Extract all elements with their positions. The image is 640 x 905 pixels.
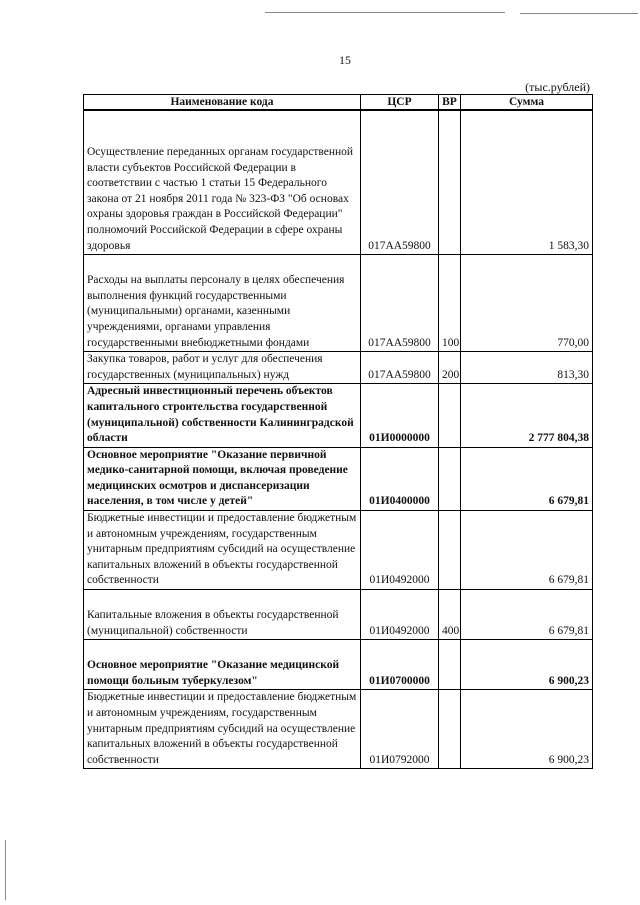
row-vr: [439, 690, 461, 769]
budget-table: [83, 94, 593, 769]
column-header-csr: ЦСР: [361, 95, 439, 111]
row-name: Адресный инвестиционный перечень объектов капитального строительства государственной (муниципальной) собственности Калининградской области: [84, 384, 361, 447]
row-vr: 100: [439, 255, 461, 352]
table-row: [84, 690, 593, 769]
row-name: Основное мероприятие "Оказание медицинской помощи больным туберкулезом": [84, 640, 361, 690]
row-sum: 813,30: [461, 352, 593, 384]
page-number: 15: [339, 53, 351, 67]
row-sum: 6 679,81: [461, 511, 593, 590]
table-header-row: [84, 95, 593, 111]
column-header-sum: Сумма: [461, 95, 593, 111]
row-csr: 01И0700000: [361, 640, 439, 690]
table-row: [84, 511, 593, 590]
row-csr: 017АА59800: [361, 110, 439, 255]
row-sum: 6 679,81: [461, 590, 593, 640]
row-name: Расходы на выплаты персоналу в целях обеспечения выполнения функций государственными (муниципальными) органами, казенными учреждениями, органами управления государственными внебюджетными фондами: [84, 255, 361, 352]
row-csr: 01И0792000: [361, 690, 439, 769]
row-vr: 400: [439, 590, 461, 640]
table-row: [84, 640, 593, 690]
column-header-name: Наименование кода: [84, 95, 361, 111]
scan-artifact-line: [520, 13, 638, 14]
table-row: [84, 590, 593, 640]
table-row: [84, 384, 593, 447]
row-vr: [439, 640, 461, 690]
row-name: Основное мероприятие "Оказание первичной медико-санитарной помощи, включая проведение медицинских осмотров и диспансеризации населения, в том числе у детей": [84, 447, 361, 510]
row-sum: 2 777 804,38: [461, 384, 593, 447]
row-csr: 017АА59800: [361, 255, 439, 352]
table-row: [84, 255, 593, 352]
row-vr: 200: [439, 352, 461, 384]
row-name: Осуществление переданных органам государственной власти субъектов Российской Федерации в соответствии с частью 1 статьи 15 Федерального закона от 21 ноября 2011 года № 323-ФЗ "Об основах охраны здоровья граждан в Российской Федерации" полномочий Российской Федерации в сфере охраны здоровья: [84, 110, 361, 255]
row-csr: 017АА59800: [361, 352, 439, 384]
table-row: [84, 447, 593, 510]
row-sum: 6 679,81: [461, 447, 593, 510]
row-sum: 770,00: [461, 255, 593, 352]
table-row: [84, 352, 593, 384]
row-name: Закупка товаров, работ и услуг для обеспечения государственных (муниципальных) нужд: [84, 352, 361, 384]
row-name: Бюджетные инвестиции и предоставление бюджетным и автономным учреждениям, государственным унитарным предприятиям субсидий на осуществление капитальных вложений в объекты государственной собственности: [84, 511, 361, 590]
table-row: [84, 110, 593, 255]
unit-note: (тыс.рублей): [525, 80, 590, 94]
row-sum: 6 900,23: [461, 690, 593, 769]
row-csr: 01И0400000: [361, 447, 439, 510]
row-name: Капитальные вложения в объекты государственной (муниципальной) собственности: [84, 590, 361, 640]
row-csr: 01И0492000: [361, 511, 439, 590]
row-csr: 01И0000000: [361, 384, 439, 447]
row-sum: 6 900,23: [461, 640, 593, 690]
row-sum: 1 583,30: [461, 110, 593, 255]
column-header-vr: ВР: [439, 95, 461, 111]
row-csr: 01И0492000: [361, 590, 439, 640]
scan-artifact-line: [265, 12, 505, 13]
row-vr: [439, 447, 461, 510]
row-vr: [439, 384, 461, 447]
row-vr: [439, 511, 461, 590]
row-vr: [439, 110, 461, 255]
row-name: Бюджетные инвестиции и предоставление бюджетным и автономным учреждениям, государственным унитарным предприятиям субсидий на осуществление капитальных вложений в объекты государственной собственности: [84, 690, 361, 769]
scan-artifact-mark: [5, 840, 6, 900]
